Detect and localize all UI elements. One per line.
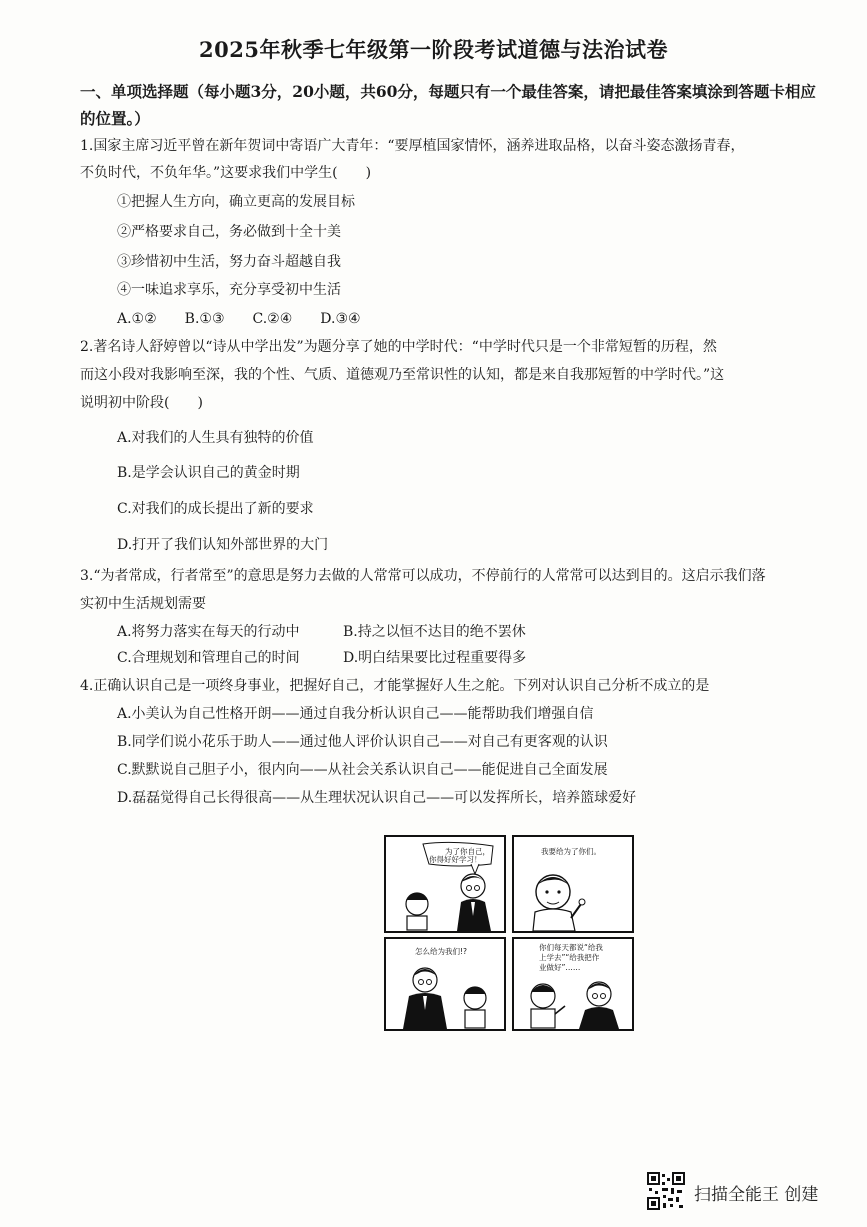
qr-code-icon <box>647 1172 685 1210</box>
q2-option-c: C.对我们的成长提出了新的要求 <box>117 501 314 517</box>
q4-option-b: B.同学们说小花乐于助人——通过他人评价认识自己——对自己有更客观的认识 <box>117 734 608 750</box>
q2-option-a: A.对我们的人生具有独特的价值 <box>117 430 314 446</box>
comic-panel-4-line2: 上学去”“给我把作 <box>539 953 600 962</box>
q1-item: ①把握人生方向，确立更高的发展目标 <box>117 194 355 210</box>
q2-stem-line2: 而这小段对我影响至深，我的个性、气质、道德观乃至常识性的认知，都是来自我那短暂的中学时代。”这 <box>80 367 725 383</box>
q4-stem: 4.正确认识自己是一项终身事业，把握好自己，才能掌握好人生之舵。下列对认识自己分析不成立的是 <box>80 678 710 694</box>
q3-option-a: A.将努力落实在每天的行动中 <box>117 624 300 640</box>
comic-panel-1-line1: 为了你自己， <box>445 847 490 856</box>
q4-option-d: D.磊磊觉得自己长得很高——从生理状况认识自己——可以发挥所长，培养篮球爱好 <box>117 790 637 806</box>
q1-choices: A.①② B.①③ C.②④ D.③④ <box>117 311 361 327</box>
q2-option-d: D.打开了我们认知外部世界的大门 <box>117 537 329 553</box>
page-title: 2025年秋季七年级第一阶段考试道德与法治试卷 <box>199 37 668 62</box>
q3-option-c: C.合理规划和管理自己的时间 <box>117 650 300 666</box>
cartoon-comic <box>383 834 635 1032</box>
q4-option-c: C.默默说自己胆子小，很内向——从社会关系认识自己——能促进自己全面发展 <box>117 762 608 778</box>
q3-option-b: B.持之以恒不达目的绝不罢休 <box>343 624 526 640</box>
q4-option-a: A.小美认为自己性格开朗——通过自我分析认识自己——能帮助我们增强自信 <box>117 706 594 722</box>
section-heading: 一、单项选择题（每小题3分，20小题，共60分，每题只有一个最佳答案，请把最佳答案填涂到答题卡相应的位置。） <box>80 82 816 128</box>
comic-panel-4-line3: 业做好”…… <box>539 963 581 972</box>
q3-stem-line1: 3.“为者常成，行者常至”的意思是努力去做的人常常可以成功，不停前行的人常常可以达到目的。这启示我们落 <box>80 568 766 584</box>
q2-option-b: B.是学会认识自己的黄金时期 <box>117 465 300 481</box>
q3-option-d: D.明白结果要比过程重要得多 <box>343 650 527 666</box>
q3-stem-line2: 实初中生活规划需要 <box>80 596 206 612</box>
q1-item: ④一味追求享乐，充分享受初中生活 <box>117 282 341 298</box>
q1-stem-line2: 不负时代，不负年华。”这要求我们中学生( ) <box>80 165 372 181</box>
q2-stem-line1: 2.著名诗人舒婷曾以“诗从中学出发”为题分享了她的中学时代：“中学时代只是一个非常短暂的历程，然 <box>80 339 717 355</box>
comic-panel-4-line1: 你们每天都说“给我 <box>539 943 603 952</box>
comic-panel-1-line2: 你得好好学习！ <box>429 855 482 864</box>
q1-item: ③珍惜初中生活，努力奋斗超越自我 <box>117 254 341 270</box>
q1-item: ②严格要求自己，务必做到十全十美 <box>117 224 341 240</box>
scanner-watermark-text: 扫描全能王 创建 <box>694 1185 819 1205</box>
q2-stem-line3: 说明初中阶段( ) <box>80 395 203 411</box>
comic-panel-3-line: 怎么给为我们!? <box>415 947 467 956</box>
scanner-watermark <box>647 1172 847 1212</box>
q1-stem-line1: 1.国家主席习近平曾在新年贺词中寄语广大青年：“要厚植国家情怀，涵养进取品格，以奋斗姿态激扬青春， <box>80 138 745 154</box>
comic-panel-2-line: 我要给为了你们。 <box>541 847 601 856</box>
